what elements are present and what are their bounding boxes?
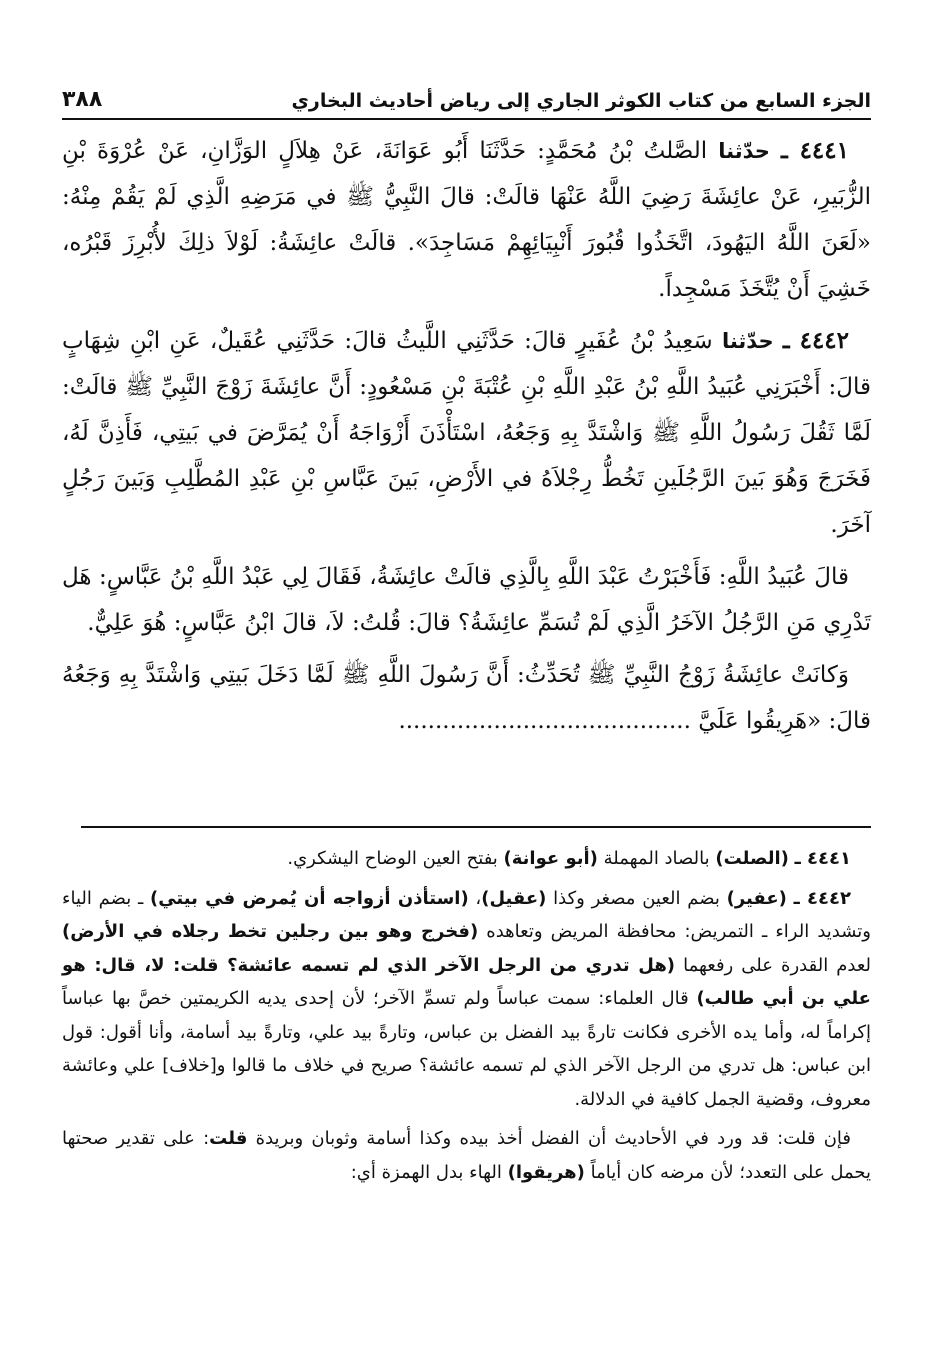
note-text: : على تقدير صحتها يحمل على التعدد؛ لأن مرضه كان أياماً	[62, 1128, 871, 1183]
note-term: (عفير)	[726, 887, 787, 909]
note-term: (هريقوا)	[507, 1161, 585, 1183]
note-term: قلت	[209, 1128, 248, 1149]
note-number: ٤٤٤٢ ـ	[793, 887, 851, 909]
main-text	[62, 128, 871, 750]
continuation-dots: ........................................	[398, 708, 691, 734]
book-title: الجزء السابع من كتاب الكوثر الجاري إلى رياض أحاديث البخاري	[291, 90, 871, 112]
note-term: (هل تدري من الرجل الآخر الذي لم تسمه عائشة؟ قلت: لا، قال: هو علي بن أبي طالب)	[62, 954, 871, 1009]
note-text: قال العلماء: سمت عباساً ولم تسمِّ الآخر؛ لأن إحدى يديه الكريمتين خصَّ بها عباساً إكراماً له، وأما يده الأخرى فكانت تارةً بيد الفضل بن عباس، وتارةً بيد علي، وتارةً بيد أسامة، وأنا أقول: قول ابن عباس: هل تدري من الرجل الآخر الذي لم تسمه عائشة؟ صريح في خلاف ما قالوا و[خلاف] علي وعائشة معروف، وقضية الجمل كافية في الدلالة.	[62, 988, 871, 1110]
note-number: ٤٤٤١ ـ	[794, 848, 851, 869]
running-header	[62, 72, 871, 120]
hadith-lead: حدّثنا	[718, 139, 770, 163]
footnote-divider	[81, 826, 871, 828]
hadith-number: ٤٤٤٢ ـ	[782, 327, 850, 354]
page-number: ٣٨٨	[62, 87, 103, 112]
hadith-lead: حدّثنا	[721, 329, 774, 353]
hadith-text: سَعِيدُ بْنُ عُفَيرٍ قالَ: حَدَّثَنِي اللَّيثُ قالَ: حَدَّثَنِي عُقَيلٌ، عَنِ ابْنِ شِهَابٍ قالَ: أَخْبَرَنِي عُبَيدُ اللَّهِ بْنُ عَبْدِ اللَّهِ بْنِ عُتْبَةَ بْنِ مَسْعُودٍ: أَنَّ عائِشَةَ زَوْجَ النَّبِيِّ ﷺ قالَتْ: لَمَّا ثَقُلَ رَسُولُ اللَّهِ ﷺ وَاشْتَدَّ بِهِ وَجَعُهُ، اسْتَأْذَنَ أَزْوَاجَهُ أَنْ يُمَرَّضَ في بَيتِي، فَأَذِنَّ لَهُ، فَخَرَجَ وَهُوَ بَينَ الرَّجُلَينِ تَخُطُّ رِجْلاَهُ في الأَرْضِ، بَينَ عَبَّاسِ بْنِ عَبْدِ المُطَّلِبِ وَبَينَ رَجُلٍ آخَرَ.	[62, 328, 871, 538]
hadith-4442-para2: قالَ عُبَيدُ اللَّهِ: فَأَخْبَرْتُ عَبْدَ اللَّهِ بِالَّذِي قالَتْ عائِشَةُ، فَقَالَ لِي عَبْدُ اللَّهِ بْنُ عَبَّاسٍ: هَل تَدْرِي مَنِ الرَّجُلُ الآخَرُ الَّذِي لَمْ تُسَمِّ عائِشَةُ؟ قالَ: قُلتُ: لاَ، قالَ ابْنُ عَبَّاسٍ: هُوَ عَلِيٌّ.	[62, 564, 871, 636]
hadith-4442	[62, 318, 871, 548]
note-text: الهاء بدل الهمزة أي:	[350, 1161, 508, 1183]
note-term: (عقيل)	[481, 887, 547, 909]
hadith-4442-para3	[62, 652, 871, 744]
note-text: بالصاد المهملة	[597, 848, 716, 869]
note-text: ،	[468, 887, 482, 909]
note-text: بفتح العين الوضاح اليشكري.	[287, 848, 504, 869]
hadith-text: الصَّلتُ بْنُ مُحَمَّدٍ: حَدَّثَنَا أَبُو عَوَانَةَ، عَنْ هِلاَلٍ الوَزَّانِ، عَنْ عُرْوَةَ بْنِ الزُّبَيرِ، عَنْ عائِشَةَ رَضِيَ اللَّهُ عَنْهَا قالَتْ: قالَ النَّبِيُّ ﷺ في مَرَضِهِ الَّذِي لَمْ يَقُمْ مِنْهُ: «لَعَنَ اللَّهُ اليَهُودَ، اتَّخَذُوا قُبُورَ أَنْبِيَائِهِمْ مَسَاجِدَ». قالَتْ عائِشَةُ: لَوْلاَ ذلِكَ لأُبْرِزَ قَبْرُه، خَشِيَ أَنْ يُتَّخَذَ مَسْجِداً.	[62, 138, 871, 302]
note-term: (الصلت)	[715, 848, 789, 869]
note-term: (فخرج وهو بين رجلين تخط رجلاه في الأرض)	[62, 921, 479, 942]
note-text: ـ بضم الياء وتشديد الراء ـ التمريض: محافظة المريض وتعاهده	[62, 887, 871, 942]
hadith-4441	[62, 128, 871, 312]
note-text: لعدم القدرة على رفعهما	[675, 954, 871, 976]
note-4442	[62, 882, 871, 1117]
note-4441	[62, 842, 871, 876]
note-term: (استأذن أزواجه أن يُمرض في بيتي)	[149, 887, 469, 909]
note-term: (أبو عوانة)	[503, 848, 598, 869]
note-text: فإن قلت: قد ورد في الأحاديث أن الفضل أخذ بيده وكذا أسامة وثوبان وبريدة	[247, 1128, 851, 1149]
note-objection	[62, 1122, 871, 1189]
hadith-number: ٤٤٤١ ـ	[781, 137, 849, 164]
commentary	[62, 842, 871, 1195]
hadith-text: وَكانَتْ عائِشَةُ زَوْجُ النَّبِيِّ ﷺ تُحَدِّثُ: أَنَّ رَسُولَ اللَّهِ ﷺ لَمَّا دَخَلَ بَيتِي وَاشْتَدَّ بِهِ وَجَعُهُ قالَ: «هَرِيقُوا عَلَيَّ	[62, 662, 871, 734]
note-text: بضم العين مصغر وكذا	[546, 887, 727, 909]
